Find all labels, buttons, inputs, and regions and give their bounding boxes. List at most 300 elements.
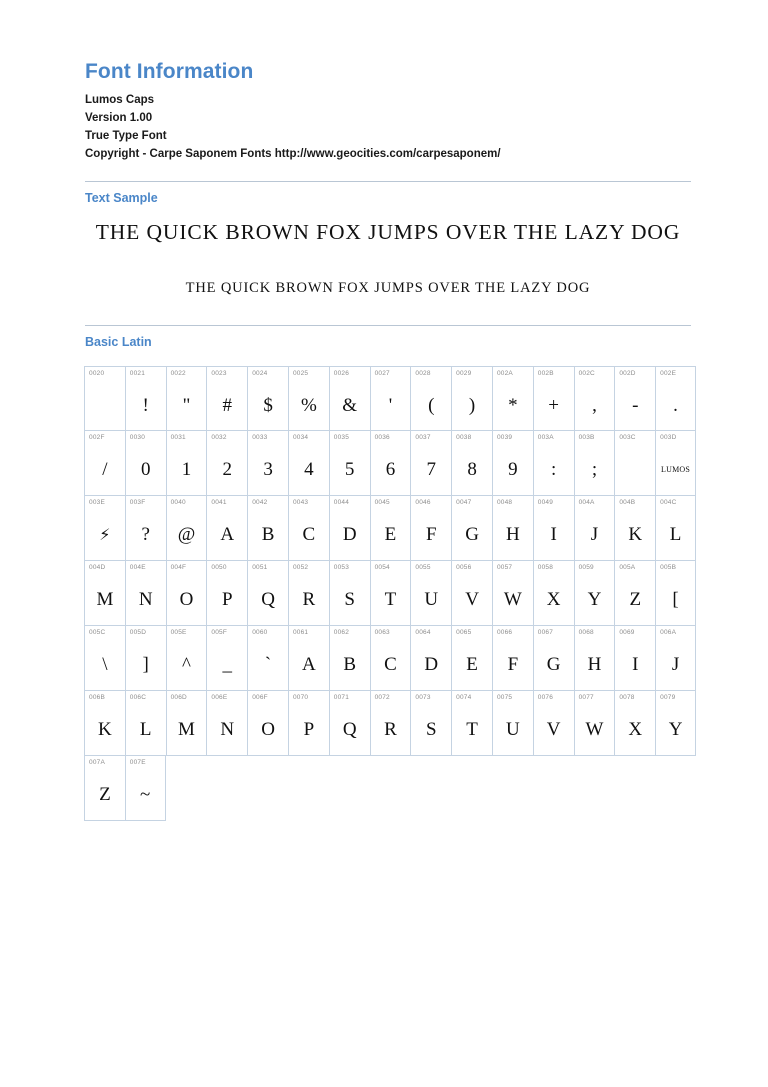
glyph-render: [ <box>672 589 679 611</box>
glyph-cell[interactable] <box>574 561 615 626</box>
glyph-cell[interactable] <box>84 626 125 691</box>
glyph-grid-row <box>84 691 696 756</box>
glyph-code-label: 0039 <box>496 433 513 441</box>
glyph-code-label: 0060 <box>252 628 268 636</box>
glyph-code-label: 0062 <box>333 628 350 636</box>
glyph-cell[interactable] <box>614 626 655 691</box>
glyph-render: F <box>425 524 437 546</box>
glyph-cell[interactable] <box>614 561 655 626</box>
glyph-cell[interactable] <box>533 366 574 431</box>
spacer <box>85 206 691 220</box>
spacer <box>85 297 691 315</box>
text-sample-small-wrap <box>85 280 691 297</box>
glyph-cell[interactable] <box>329 496 370 561</box>
page-title: Font Information <box>85 60 254 83</box>
glyph-code-label: 0072 <box>374 693 390 701</box>
glyph-code-label: 0035 <box>333 433 350 441</box>
glyph-render: 5 <box>344 459 355 481</box>
glyph-cell[interactable] <box>288 496 329 561</box>
glyph-cell[interactable] <box>247 561 288 626</box>
glyph-grid-row <box>84 431 696 496</box>
glyph-render: V <box>546 719 561 741</box>
glyph-code-label: 007E <box>129 758 146 766</box>
glyph-render: G <box>465 524 479 546</box>
glyph-grid-row <box>84 626 696 691</box>
glyph-render: I <box>632 654 639 676</box>
glyph-code-label: 0022 <box>170 369 186 377</box>
glyph-render: C <box>302 524 316 546</box>
glyph-cell[interactable] <box>614 431 655 496</box>
glyph-render: 2 <box>222 459 233 481</box>
glyph-cell[interactable] <box>84 561 125 626</box>
glyph-code-label: 004F <box>170 563 187 571</box>
glyph-code-label: 0061 <box>292 628 309 636</box>
glyph-render: - <box>632 395 639 417</box>
glyph-render: X <box>628 719 643 741</box>
glyph-code-label: 003C <box>619 433 636 441</box>
glyph-render: V <box>465 589 479 611</box>
glyph-render: Z <box>99 784 111 806</box>
glyph-code-label: 0046 <box>415 498 431 506</box>
glyph-code-label: 006D <box>170 693 187 701</box>
glyph-render: ! <box>142 395 149 417</box>
glyph-cell[interactable] <box>451 691 492 756</box>
glyph-render: 0 <box>140 459 151 481</box>
glyph-render: $ <box>263 395 273 417</box>
glyph-cell[interactable] <box>410 496 451 561</box>
glyph-cell[interactable] <box>247 496 288 561</box>
glyph-code-label: 0028 <box>415 369 431 377</box>
spacer <box>85 262 691 280</box>
glyph-render: M <box>178 719 195 741</box>
glyph-render: W <box>585 719 604 741</box>
glyph-cell[interactable] <box>614 691 655 756</box>
glyph-cell[interactable] <box>410 366 451 431</box>
glyph-code-label: 006C <box>129 693 147 701</box>
glyph-cell[interactable] <box>84 431 125 496</box>
glyph-cell[interactable] <box>125 756 166 821</box>
glyph-code-label: 0041 <box>211 498 227 506</box>
glyph-cell[interactable] <box>329 691 370 756</box>
glyph-cell[interactable] <box>329 366 370 431</box>
glyph-cell[interactable] <box>533 431 574 496</box>
glyph-render: ' <box>388 395 393 417</box>
glyph-cell[interactable] <box>206 496 247 561</box>
glyph-render: Y <box>587 589 602 611</box>
glyph-cell[interactable] <box>655 626 696 691</box>
glyph-code-label: 0073 <box>415 693 431 701</box>
glyph-code-label: 0064 <box>415 628 431 636</box>
glyph-code-label: 0058 <box>537 563 554 571</box>
glyph-cell[interactable] <box>655 366 696 431</box>
glyph-code-label: 003B <box>578 433 595 441</box>
glyph-render: G <box>546 654 561 676</box>
glyph-code-label: 0029 <box>456 369 472 377</box>
spacer <box>85 246 691 262</box>
glyph-cell[interactable] <box>206 626 247 691</box>
glyph-cell[interactable] <box>655 496 696 561</box>
glyph-cell[interactable] <box>574 366 615 431</box>
glyph-render: Z <box>629 589 642 611</box>
glyph-code-label: 0052 <box>292 563 309 571</box>
glyph-render: X <box>546 589 561 611</box>
glyph-render: O <box>261 719 275 741</box>
glyph-cell[interactable] <box>574 691 615 756</box>
glyph-code-label: 0065 <box>456 628 472 636</box>
glyph-code-label: 0030 <box>129 433 146 441</box>
glyph-code-label: 003E <box>89 498 105 506</box>
glyph-render: " <box>182 395 191 417</box>
glyph-code-label: 005C <box>89 628 106 636</box>
glyph-cell[interactable] <box>410 561 451 626</box>
glyph-render: 7 <box>426 459 437 481</box>
glyph-code-label: 002A <box>496 369 513 377</box>
glyph-cell[interactable] <box>370 431 411 496</box>
glyph-code-label: 004B <box>619 498 636 506</box>
glyph-render: W <box>503 589 522 611</box>
glyph-code-label: 0078 <box>619 693 635 701</box>
glyph-render: K <box>628 524 643 546</box>
glyph-code-label: 006A <box>660 628 677 636</box>
glyph-render: D <box>424 654 439 676</box>
glyph-code-label: 0050 <box>211 563 227 571</box>
glyph-code-label: 0037 <box>415 433 431 441</box>
glyph-code-label: 0048 <box>496 498 513 506</box>
glyph-render: . <box>673 395 678 417</box>
glyph-cell[interactable] <box>370 366 411 431</box>
glyph-code-label: 0040 <box>170 498 186 506</box>
glyph-grid-row <box>84 366 696 431</box>
glyph-code-label: 004A <box>578 498 595 506</box>
glyph-code-label: 0034 <box>292 433 309 441</box>
glyph-render: : <box>551 459 557 481</box>
glyph-code-label: 0059 <box>578 563 594 571</box>
glyph-code-label: 0054 <box>374 563 390 571</box>
glyph-render: E <box>384 524 397 546</box>
glyph-cell[interactable] <box>370 626 411 691</box>
glyph-cell[interactable] <box>492 431 533 496</box>
glyph-cell[interactable] <box>574 626 615 691</box>
glyph-render: H <box>506 524 520 546</box>
glyph-render: J <box>590 524 599 546</box>
glyph-cell[interactable] <box>247 366 288 431</box>
text-sample-large: THE QUICK BROWN FOX JUMPS OVER THE LAZY DOG <box>95 219 681 244</box>
glyph-code-label: 0074 <box>456 693 472 701</box>
glyph-render: ⚡ <box>99 524 111 544</box>
glyph-render: L <box>669 524 682 546</box>
text-sample-large-wrap <box>85 220 691 246</box>
glyph-cell[interactable] <box>125 561 166 626</box>
glyph-code-label: 0025 <box>292 369 309 377</box>
glyph-code-label: 0055 <box>415 563 431 571</box>
glyph-render: A <box>220 524 235 546</box>
glyph-cell[interactable] <box>166 691 207 756</box>
glyph-code-label: 0047 <box>456 498 472 506</box>
glyph-cell[interactable] <box>166 496 207 561</box>
glyph-render: L <box>139 719 152 741</box>
glyph-render: Q <box>261 589 275 611</box>
glyph-code-label: 005A <box>619 563 636 571</box>
font-type-line: True Type Font <box>85 130 167 143</box>
glyph-cell[interactable] <box>410 431 451 496</box>
glyph-cell[interactable] <box>410 626 451 691</box>
glyph-cell[interactable] <box>84 691 125 756</box>
glyph-cell[interactable] <box>451 561 492 626</box>
glyph-code-label: 0043 <box>292 498 309 506</box>
glyph-render <box>85 389 125 423</box>
glyph-code-label: 0070 <box>292 693 309 701</box>
glyph-render: Q <box>342 719 357 741</box>
glyph-render: , <box>592 395 597 417</box>
glyph-cell[interactable] <box>533 561 574 626</box>
glyph-code-label: 0063 <box>374 628 390 636</box>
glyph-render: U <box>506 719 520 741</box>
glyph-cell[interactable] <box>125 691 166 756</box>
glyph-code-label: 0068 <box>578 628 594 636</box>
glyph-code-label: 002D <box>619 369 636 377</box>
glyph-render: T <box>384 589 397 611</box>
glyph-cell[interactable] <box>492 561 533 626</box>
glyph-cell[interactable] <box>329 561 370 626</box>
glyph-code-label: 0067 <box>537 628 554 636</box>
glyph-cell[interactable] <box>574 431 615 496</box>
spacer <box>85 326 691 336</box>
glyph-code-label: 0075 <box>496 693 513 701</box>
glyph-code-label: 0057 <box>496 563 513 571</box>
glyph-cell[interactable] <box>370 496 411 561</box>
glyph-cell[interactable] <box>166 561 207 626</box>
glyph-cell[interactable] <box>206 431 247 496</box>
glyph-cell[interactable] <box>84 756 125 821</box>
glyph-cell[interactable] <box>492 626 533 691</box>
glyph-code-label: 0079 <box>660 693 676 701</box>
glyph-code-label: 0053 <box>333 563 350 571</box>
glyph-code-label: 0049 <box>537 498 554 506</box>
glyph-code-label: 003F <box>129 498 146 506</box>
glyph-render: Y <box>668 719 683 741</box>
glyph-code-label: 0027 <box>374 369 390 377</box>
glyph-render: K <box>98 719 112 741</box>
glyph-render: ( <box>428 395 435 417</box>
glyph-render: A <box>302 654 316 676</box>
glyph-cell[interactable] <box>410 691 451 756</box>
glyph-code-label: 0056 <box>456 563 472 571</box>
glyph-code-label: 007A <box>89 758 105 766</box>
glyph-cell[interactable] <box>125 496 166 561</box>
glyph-grid <box>84 366 696 821</box>
glyph-code-label: 0031 <box>170 433 186 441</box>
glyph-cell[interactable] <box>166 431 207 496</box>
glyph-render: 4 <box>304 459 314 481</box>
glyph-code-label: 0066 <box>496 628 513 636</box>
glyph-cell[interactable] <box>533 691 574 756</box>
glyph-cell[interactable] <box>166 626 207 691</box>
glyph-cell[interactable] <box>574 496 615 561</box>
glyph-cell[interactable] <box>492 496 533 561</box>
glyph-cell[interactable] <box>492 691 533 756</box>
glyph-code-label: 003A <box>537 433 554 441</box>
glyph-code-label: 0026 <box>333 369 350 377</box>
glyph-render: ` <box>264 654 272 676</box>
glyph-render: S <box>344 589 355 611</box>
glyph-render: O <box>179 589 194 611</box>
glyph-code-label: 0077 <box>578 693 594 701</box>
glyph-render: LUMOS <box>661 464 691 474</box>
glyph-code-label: 006F <box>252 693 268 701</box>
glyph-cell[interactable] <box>84 366 125 431</box>
glyph-cell[interactable] <box>614 366 655 431</box>
glyph-code-label: 0024 <box>252 369 268 377</box>
font-version-line: Version 1.00 <box>85 112 153 125</box>
glyph-code-label: 002C <box>578 369 595 377</box>
glyph-render: F <box>507 654 519 676</box>
glyph-render: @ <box>177 524 196 546</box>
glyph-code-label: 0032 <box>211 433 227 441</box>
glyph-cell[interactable] <box>247 691 288 756</box>
glyph-render: B <box>261 524 275 546</box>
glyph-cell[interactable] <box>655 691 696 756</box>
glyph-cell[interactable] <box>125 366 166 431</box>
glyph-cell[interactable] <box>451 366 492 431</box>
glyph-render: P <box>303 719 315 741</box>
glyph-render: M <box>96 589 114 611</box>
glyph-render: + <box>548 395 560 417</box>
glyph-cell[interactable] <box>247 431 288 496</box>
glyph-cell[interactable] <box>288 561 329 626</box>
glyph-render: ) <box>468 395 476 417</box>
glyph-cell[interactable] <box>329 431 370 496</box>
glyph-code-label: 004C <box>660 498 677 506</box>
font-copyright-line: Copyright - Carpe Saponem Fonts http://www.geocities.com/carpesaponem/ <box>85 148 501 161</box>
glyph-cell[interactable] <box>125 431 166 496</box>
glyph-render: _ <box>222 654 233 676</box>
glyph-render: 1 <box>181 459 192 481</box>
glyph-code-label: 004E <box>129 563 146 571</box>
glyph-code-label: 0045 <box>374 498 390 506</box>
glyph-cell[interactable] <box>329 626 370 691</box>
glyph-render: \ <box>102 654 108 676</box>
glyph-render: R <box>302 589 316 611</box>
glyph-cell[interactable] <box>370 561 411 626</box>
glyph-render: U <box>424 589 439 611</box>
glyph-cell[interactable] <box>288 626 329 691</box>
glyph-render: 8 <box>467 459 477 481</box>
glyph-cell[interactable] <box>533 496 574 561</box>
glyph-cell[interactable] <box>84 496 125 561</box>
text-sample-small: THE QUICK BROWN FOX JUMPS OVER THE LAZY DOG <box>185 279 591 296</box>
glyph-render: P <box>222 589 233 611</box>
glyph-render: % <box>300 395 317 417</box>
glyph-render: ~ <box>140 784 151 806</box>
glyph-render: 3 <box>263 459 273 481</box>
spacer <box>85 182 691 192</box>
section-heading-text-sample: Text Sample <box>85 191 158 206</box>
glyph-render: R <box>384 719 397 741</box>
glyph-render: / <box>102 459 108 481</box>
glyph-render: J <box>671 654 680 676</box>
glyph-code-label: 006B <box>89 693 105 701</box>
glyph-cell[interactable] <box>370 691 411 756</box>
glyph-cell[interactable] <box>206 691 247 756</box>
glyph-code-label: 0038 <box>456 433 472 441</box>
glyph-code-label: 006E <box>211 693 228 701</box>
font-name-line: Lumos Caps <box>85 94 155 107</box>
glyph-code-label: 0036 <box>374 433 390 441</box>
glyph-render: S <box>425 719 437 741</box>
glyph-cell[interactable] <box>206 561 247 626</box>
glyph-code-label: 0071 <box>333 693 350 701</box>
glyph-render: N <box>220 719 235 741</box>
glyph-render: B <box>343 654 357 676</box>
glyph-cell[interactable] <box>614 496 655 561</box>
document-content <box>85 60 691 821</box>
glyph-cell[interactable] <box>451 431 492 496</box>
glyph-cell[interactable] <box>247 626 288 691</box>
glyph-cell[interactable] <box>288 366 329 431</box>
glyph-render: ; <box>591 459 598 481</box>
glyph-code-label: 002F <box>89 433 105 441</box>
section-heading-basic-latin: Basic Latin <box>85 335 152 350</box>
glyph-code-label: 0044 <box>333 498 350 506</box>
glyph-cell[interactable] <box>451 496 492 561</box>
glyph-cell[interactable] <box>492 366 533 431</box>
glyph-cell[interactable] <box>288 431 329 496</box>
glyph-code-label: 004D <box>89 563 106 571</box>
glyph-code-label: 0021 <box>129 369 146 377</box>
glyph-cell[interactable] <box>166 366 207 431</box>
glyph-grid-row <box>84 561 696 626</box>
glyph-cell[interactable] <box>206 366 247 431</box>
spacer <box>85 163 691 181</box>
glyph-render: H <box>587 654 602 676</box>
glyph-render: * <box>508 395 518 417</box>
glyph-code-label: 0051 <box>252 563 268 571</box>
spacer <box>85 315 691 325</box>
glyph-render: I <box>550 524 557 546</box>
glyph-code-label: 005D <box>129 628 147 636</box>
glyph-cell[interactable] <box>125 626 166 691</box>
glyph-code-label: 0020 <box>89 369 105 377</box>
glyph-cell[interactable] <box>655 431 696 496</box>
glyph-render: N <box>138 589 153 611</box>
glyph-render: E <box>466 654 478 676</box>
glyph-render: ] <box>142 654 149 676</box>
glyph-render: & <box>342 395 358 417</box>
glyph-code-label: 002B <box>537 369 554 377</box>
glyph-code-label: 0023 <box>211 369 227 377</box>
glyph-cell[interactable] <box>288 691 329 756</box>
glyph-code-label: 003D <box>660 433 677 441</box>
glyph-code-label: 005B <box>660 563 677 571</box>
glyph-render: 6 <box>385 459 396 481</box>
glyph-render: D <box>342 524 357 546</box>
glyph-code-label: 0042 <box>252 498 268 506</box>
glyph-cell[interactable] <box>451 626 492 691</box>
glyph-render: ^ <box>182 654 191 676</box>
glyph-render: ? <box>141 524 150 546</box>
glyph-cell[interactable] <box>533 626 574 691</box>
glyph-render: C <box>384 654 397 676</box>
glyph-code-label: 002E <box>660 369 677 377</box>
glyph-cell[interactable] <box>655 561 696 626</box>
glyph-code-label: 0076 <box>537 693 554 701</box>
glyph-render: T <box>466 719 478 741</box>
glyph-grid-row <box>84 496 696 561</box>
glyph-grid-row <box>84 756 696 821</box>
glyph-code-label: 005F <box>211 628 228 636</box>
glyph-code-label: 005E <box>170 628 187 636</box>
spacer <box>85 350 691 366</box>
